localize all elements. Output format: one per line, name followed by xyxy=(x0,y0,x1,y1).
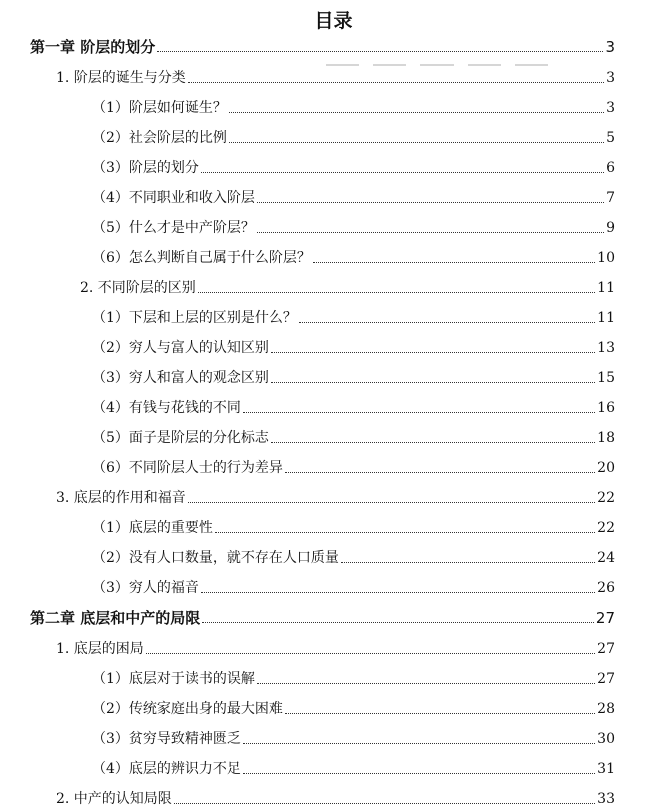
toc-entry-subsection[interactable] xyxy=(92,455,615,477)
toc-entry-label: （1）底层的重要性 xyxy=(92,520,213,536)
page-number: 15 xyxy=(597,370,615,386)
toc-entry-label: （2）穷人与富人的认知区别 xyxy=(92,340,269,356)
toc-entry-label: （6）不同阶层人士的行为差异 xyxy=(92,460,283,476)
toc-entry-label: 2. 中产的认知局限 xyxy=(56,791,172,807)
page-number: 3 xyxy=(605,38,615,56)
page-number: 24 xyxy=(597,550,615,566)
toc-entry-chapter-1[interactable] xyxy=(30,34,615,56)
dot-leader xyxy=(201,592,595,593)
toc-entry-label: 1. 阶层的诞生与分类 xyxy=(56,70,186,86)
toc-entry-label: （6）怎么判断自己属于什么阶层？ xyxy=(92,250,311,266)
toc-entry-label: （2）传统家庭出身的最大困难 xyxy=(92,701,283,717)
toc-entry-label: （3）阶层的划分 xyxy=(92,160,199,176)
page-number: 26 xyxy=(597,580,615,596)
dot-leader xyxy=(299,322,595,323)
dot-leader xyxy=(174,803,595,804)
page-number: 11 xyxy=(597,310,615,326)
toc-entry-subsection[interactable] xyxy=(92,95,615,117)
toc-entry-subsection[interactable] xyxy=(92,756,615,778)
toc-entry-label: 第二章 底层和中产的局限 xyxy=(30,609,201,627)
toc-entry-subsection[interactable] xyxy=(92,696,615,718)
toc-entry-label: （4）不同职业和收入阶层 xyxy=(92,190,255,206)
toc-entry-label: （5）什么才是中产阶层？ xyxy=(92,220,255,236)
toc-entry-label: （4）底层的辨识力不足 xyxy=(92,761,241,777)
toc-entry-label: （2）没有人口数量，就不存在人口质量 xyxy=(92,550,339,566)
page-number: 27 xyxy=(597,671,615,687)
toc-entry-label: （1）下层和上层的区别是什么？ xyxy=(92,310,297,326)
dot-leader xyxy=(243,743,595,744)
toc-entry-subsection[interactable] xyxy=(92,155,615,177)
toc-entry-subsection[interactable] xyxy=(92,365,615,387)
page-number: 27 xyxy=(597,641,615,657)
toc-entry-label: （5）面子是阶层的分化标志 xyxy=(92,430,269,446)
page-number: 18 xyxy=(597,430,615,446)
page-number: 3 xyxy=(606,100,615,116)
dot-leader xyxy=(229,142,604,143)
page-number: 6 xyxy=(606,160,615,176)
page-number: 20 xyxy=(597,460,615,476)
toc-entry-subsection[interactable] xyxy=(92,245,615,267)
toc-entry-subsection[interactable] xyxy=(92,305,615,327)
dot-leader xyxy=(285,472,595,473)
page-number: 5 xyxy=(606,130,615,146)
dot-leader xyxy=(313,262,595,263)
toc-entry-subsection[interactable] xyxy=(92,185,615,207)
page-number: 16 xyxy=(597,400,615,416)
toc-entry-label: 3. 底层的作用和福音 xyxy=(56,490,186,506)
toc-entry-subsection[interactable] xyxy=(92,395,615,417)
dot-leader xyxy=(215,532,595,533)
toc-entry-label: （3）穷人的福音 xyxy=(92,580,199,596)
page-number: 10 xyxy=(597,250,615,266)
dot-leader xyxy=(285,713,595,714)
dot-leader xyxy=(198,292,595,293)
dot-leader xyxy=(146,653,595,654)
dot-leader xyxy=(229,112,604,113)
toc-entry-section-2-1[interactable] xyxy=(56,636,615,658)
dot-leader xyxy=(202,622,594,623)
dot-leader xyxy=(271,442,595,443)
toc-entry-subsection[interactable] xyxy=(92,125,615,147)
dot-leader xyxy=(188,82,604,83)
toc-entry-subsection[interactable] xyxy=(92,666,615,688)
page-number: 30 xyxy=(597,731,615,747)
page-number: 33 xyxy=(597,791,615,807)
dot-leader xyxy=(243,412,595,413)
page-number: 11 xyxy=(597,280,615,296)
dot-leader xyxy=(188,502,595,503)
toc-entry-label: （1）底层对于读书的误解 xyxy=(92,671,255,687)
toc-entry-chapter-2[interactable] xyxy=(30,605,615,627)
page-number: 13 xyxy=(597,340,615,356)
page-number: 28 xyxy=(597,701,615,717)
dot-leader xyxy=(157,51,603,52)
toc-entry-label: （3）贫穷导致精神匮乏 xyxy=(92,731,241,747)
dot-leader xyxy=(341,562,595,563)
page-number: 7 xyxy=(606,190,615,206)
toc-entry-label: （2）社会阶层的比例 xyxy=(92,130,227,146)
dot-leader xyxy=(257,232,604,233)
toc-entry-subsection[interactable] xyxy=(92,335,615,357)
toc-entry-subsection[interactable] xyxy=(92,575,615,597)
page-number: 9 xyxy=(606,220,615,236)
toc-entry-section-1-1[interactable] xyxy=(56,65,615,87)
dot-leader xyxy=(201,172,604,173)
toc-entry-subsection[interactable] xyxy=(92,726,615,748)
toc-title: 目录 xyxy=(314,10,353,32)
toc-entry-section-1-3[interactable] xyxy=(56,485,615,507)
toc-entry-subsection[interactable] xyxy=(92,425,615,447)
page-number: 31 xyxy=(597,761,615,777)
dot-leader xyxy=(257,683,595,684)
toc-entry-label: （1）阶层如何诞生？ xyxy=(92,100,227,116)
toc-entry-section-1-2[interactable] xyxy=(80,275,615,297)
toc-entry-subsection[interactable] xyxy=(92,515,615,537)
page-number: 22 xyxy=(597,520,615,536)
toc-entry-subsection[interactable] xyxy=(92,215,615,237)
toc-entry-label: 1. 底层的困局 xyxy=(56,641,144,657)
toc-entry-label: （4）有钱与花钱的不同 xyxy=(92,400,241,416)
toc-entry-subsection[interactable] xyxy=(92,545,615,567)
dot-leader xyxy=(257,202,604,203)
dot-leader xyxy=(243,773,595,774)
page-number: 22 xyxy=(597,490,615,506)
dot-leader xyxy=(271,382,595,383)
toc-entry-section-2-2[interactable] xyxy=(56,786,615,808)
page-number: 27 xyxy=(595,609,615,627)
toc-entry-label: 第一章 阶层的划分 xyxy=(30,38,156,56)
dot-leader xyxy=(271,352,595,353)
toc-entry-label: 2. 不同阶层的区别 xyxy=(80,280,196,296)
page-number: 3 xyxy=(606,70,615,86)
toc-entry-label: （3）穷人和富人的观念区别 xyxy=(92,370,269,386)
